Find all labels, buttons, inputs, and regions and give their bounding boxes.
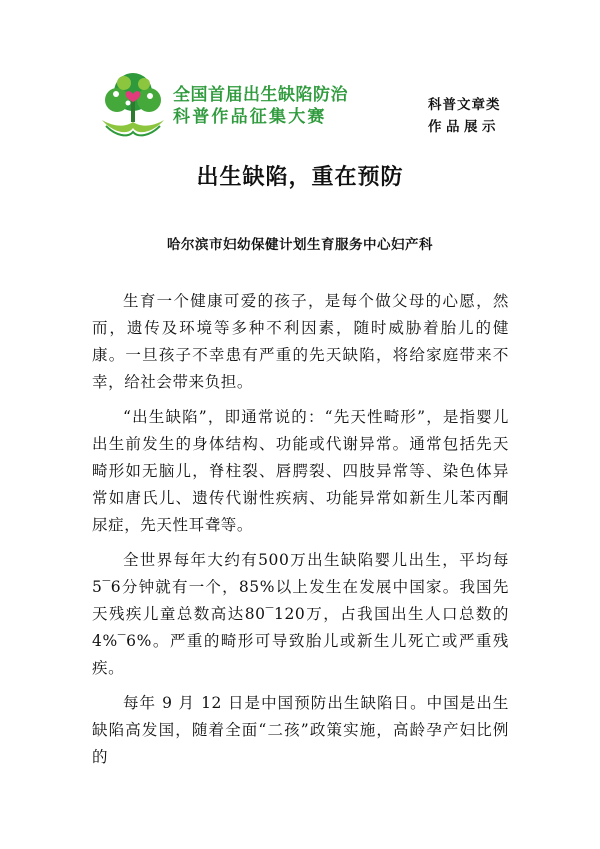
contest-logo — [98, 70, 168, 140]
article-author: 哈尔滨市妇幼保健计划生育服务中心妇产科 — [167, 237, 433, 253]
contest-name-line1: 全国首届出生缺陷防治 — [173, 85, 348, 105]
article-body — [92, 288, 509, 779]
paragraph-2: “出生缺陷”，即通常说的：“先天性畸形”，是指婴儿出生前发生的身体结构、功能或代谢异常。通常包括先天畸形如无脑儿，脊柱裂、唇腭裂、四肢异常等、染色体异常如唐氏儿、遗传代谢性疾病、功能异常如新生儿苯丙酮尿症，先天性耳聋等。 — [92, 408, 509, 534]
paragraph-1: 生育一个健康可爱的孩子，是每个做父母的心愿，然而，遗传及环境等多种不利因素，随时威胁着胎儿的健康。一旦孩子不幸患有严重的先天缺陷，将给家庭带来不幸，给社会带来负担。 — [92, 292, 509, 391]
paragraph-4: 每年 9 月 12 日是中国预防出生缺陷日。中国是出生缺陷高发国，随着全面“二孩”政策实施，高龄孕产妇比例的 — [92, 694, 509, 766]
paragraph-3: 全世界每年大约有500万出生缺陷婴儿出生，平均每5‾6分钟就有一个，85%以上发生在发展中国家。我国先天残疾儿童总数高达80‾120万，占我国出生人口总数的4%‾6%。严重的畸形可导致胎儿或新生儿死亡或严重残疾。 — [92, 551, 509, 677]
contest-name — [173, 84, 348, 128]
category-label — [428, 94, 501, 138]
category-line1: 科普文章类 — [428, 97, 501, 113]
category-line2: 作品展示 — [428, 119, 500, 135]
article-title: 出生缺陷，重在预防 — [196, 165, 404, 190]
tree-hands-heart-icon — [98, 70, 168, 140]
contest-name-line2: 科普作品征集大赛 — [173, 107, 327, 127]
